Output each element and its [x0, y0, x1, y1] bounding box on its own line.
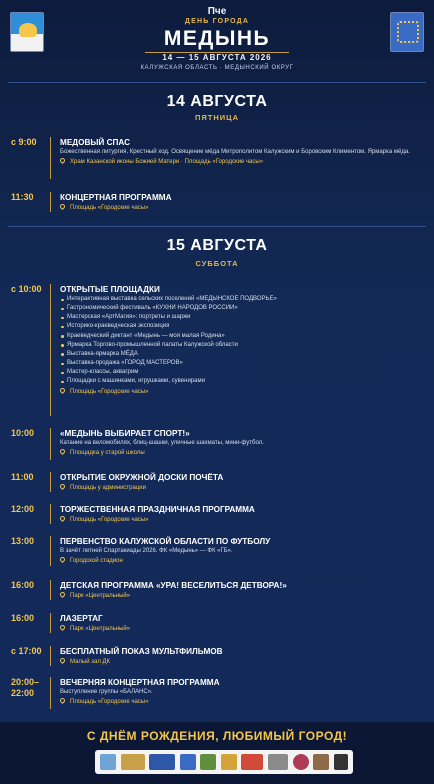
event-location: Площадь «Городские часы»: [60, 515, 424, 525]
partner-logo-icon: [334, 754, 348, 770]
event-description: Божественная литургия, Крестный ход. Освящение мёда Митрополитом Калужским и Боровским Климентом. Ярмарка мёда.: [60, 149, 410, 155]
event-name: ДЕТСКАЯ ПРОГРАММА «УРА! ВЕСЕЛИТЬСЯ ДЕТВОРА!»: [60, 581, 287, 590]
location-pin-icon: [59, 556, 66, 563]
event-name: КОНЦЕРТНАЯ ПРОГРАММА: [60, 193, 172, 202]
partner-logos: [95, 750, 353, 774]
event-time: с 10:00: [11, 284, 42, 294]
event-location: Площадь «Городские часы»: [60, 697, 424, 707]
divider: [8, 82, 426, 83]
location-pin-icon: [59, 387, 66, 394]
location-pin-icon: [59, 483, 66, 490]
location-pin-icon: [59, 448, 66, 455]
location-pin-icon: [59, 515, 66, 522]
partner-logo-icon: [268, 754, 288, 770]
page-title: МЕДЫНЬ: [163, 27, 271, 50]
partner-logo-icon: [200, 754, 216, 770]
event-name: «МЕДЫНЬ ВЫБИРАЕТ СПОРТ!»: [60, 429, 190, 438]
event-time: 20:00–22:00: [11, 677, 40, 698]
event-location: Парк «Центральный»: [60, 624, 424, 634]
event-name: ОТКРЫТЫЕ ПЛОЩАДКИ: [60, 285, 160, 294]
event-location: Площадь у администрации: [60, 483, 424, 493]
event-time: 11:00: [11, 472, 34, 482]
list-item: Выставка-ярмарка МЁДА: [60, 350, 424, 359]
event-name: ТОРЖЕСТВЕННАЯ ПРАЗДНИЧНАЯ ПРОГРАММА: [60, 505, 255, 514]
list-item: Площадки с машинками, игрушками, сувенирами: [60, 377, 424, 386]
event-location: Парк «Центральный»: [60, 591, 424, 601]
timeline-line: [50, 428, 51, 460]
event-time: с 17:00: [11, 646, 42, 656]
event-name: ВЕЧЕРНЯЯ КОНЦЕРТНАЯ ПРОГРАММА: [60, 678, 220, 687]
list-item: Краеведческий диктант «Медынь — моя малая Родина»: [60, 332, 424, 341]
event-location: Площадь «Городские часы»: [60, 203, 424, 213]
event-location: Храм Казанской иконы Божией Матери · Площадь «Городские часы»: [60, 157, 424, 167]
partner-logo-icon: [313, 754, 329, 770]
location-pin-icon: [59, 591, 66, 598]
list-item: Мастерская «АртМагия»: портреты и шаржи: [60, 313, 424, 322]
partner-logo-icon: [100, 754, 116, 770]
event-location: Городской стадион: [60, 556, 424, 566]
event-location: Площадка у старой школы: [60, 448, 424, 458]
list-item: Ярмарка Торгово-промышленной палаты Калужской области: [60, 341, 424, 350]
list-item: Историко-краеведческая экспозиция: [60, 322, 424, 331]
list-item: Интерактивная выставка сельских поселений «МЕДЫНСКОЕ ПОДВОРЬЕ»: [60, 295, 424, 304]
timeline-line: [50, 677, 51, 709]
event-name: ЛАЗЕРТАГ: [60, 614, 103, 623]
event-name: БЕСПЛАТНЫЙ ПОКАЗ МУЛЬТФИЛЬМОВ: [60, 647, 223, 656]
partner-logo-icon: [241, 754, 263, 770]
timeline-line: [50, 504, 51, 524]
event-location: Площадь «Городские часы»: [60, 387, 424, 397]
event-time: 13:00: [11, 536, 35, 546]
event-time: 10:00: [11, 428, 35, 438]
event-time: 11:30: [11, 192, 34, 202]
region-label: КАЛУЖСКАЯ ОБЛАСТЬ · МЕДЫНСКИЙ ОКРУГ: [140, 65, 294, 71]
location-pin-icon: [59, 624, 66, 631]
day2-title: 15 АВГУСТА: [166, 237, 268, 254]
list-item: Мастер-классы, аквагрим: [60, 368, 424, 377]
timeline-line: [50, 284, 51, 416]
festival-dates: 14 — 15 АВГУСТА 2026: [162, 53, 272, 62]
partner-logo-icon: [149, 754, 175, 770]
timeline-line: [50, 192, 51, 212]
event-time: 16:00: [11, 580, 35, 590]
header-top-word: Пче: [207, 6, 227, 17]
divider: [8, 226, 426, 227]
partner-logo-icon: [121, 754, 145, 770]
event-name: ПЕРВЕНСТВО КАЛУЖСКОЙ ОБЛАСТИ ПО ФУТБОЛУ: [60, 537, 271, 546]
event-description: Выступление группы «БАЛАНС».: [60, 689, 153, 695]
event-description: В зачёт летней Спартакиады 2026. ФК «Медынь» — ФК «ГБ».: [60, 548, 233, 554]
event-time: 16:00: [11, 613, 35, 623]
footer-slogan: С ДНЁМ РОЖДЕНИЯ, ЛЮБИМЫЙ ГОРОД!: [86, 729, 348, 743]
timeline-line: [50, 646, 51, 666]
event-name: МЕДОВЫЙ СПАС: [60, 138, 130, 147]
day1-weekday: ПЯТНИЦА: [194, 113, 240, 122]
location-pin-icon: [59, 157, 66, 164]
location-pin-icon: [59, 657, 66, 664]
timeline-line: [50, 137, 51, 179]
timeline-line: [50, 536, 51, 566]
timeline-line: [50, 613, 51, 633]
event-name: ОТКРЫТИЕ ОКРУЖНОЙ ДОСКИ ПОЧЁТА: [60, 473, 224, 482]
event-time: с 9:00: [11, 137, 37, 147]
timeline-line: [50, 472, 51, 492]
header-subtitle: ДЕНЬ ГОРОДА: [184, 18, 250, 25]
partner-logo-icon: [180, 754, 196, 770]
timeline-line: [50, 580, 51, 600]
list-item: Гастрономический фестиваль «КУХНИ НАРОДОВ РОССИИ»: [60, 304, 424, 313]
event-location: Малый зал ДК: [60, 657, 424, 667]
event-time: 12:00: [11, 504, 35, 514]
day1-title: 14 АВГУСТА: [166, 93, 268, 110]
partner-logo-icon: [293, 754, 309, 770]
list-item: Выставка-продажа «ГОРОД МАСТЕРОВ»: [60, 359, 424, 368]
location-pin-icon: [59, 697, 66, 704]
partner-logo-icon: [221, 754, 237, 770]
header: [0, 0, 434, 80]
location-pin-icon: [59, 203, 66, 210]
event-description: Катание на веломобилях, блиц-шашки, уличные шахматы, мини-футбол.: [60, 440, 264, 446]
day2-weekday: СУББОТА: [195, 259, 239, 268]
